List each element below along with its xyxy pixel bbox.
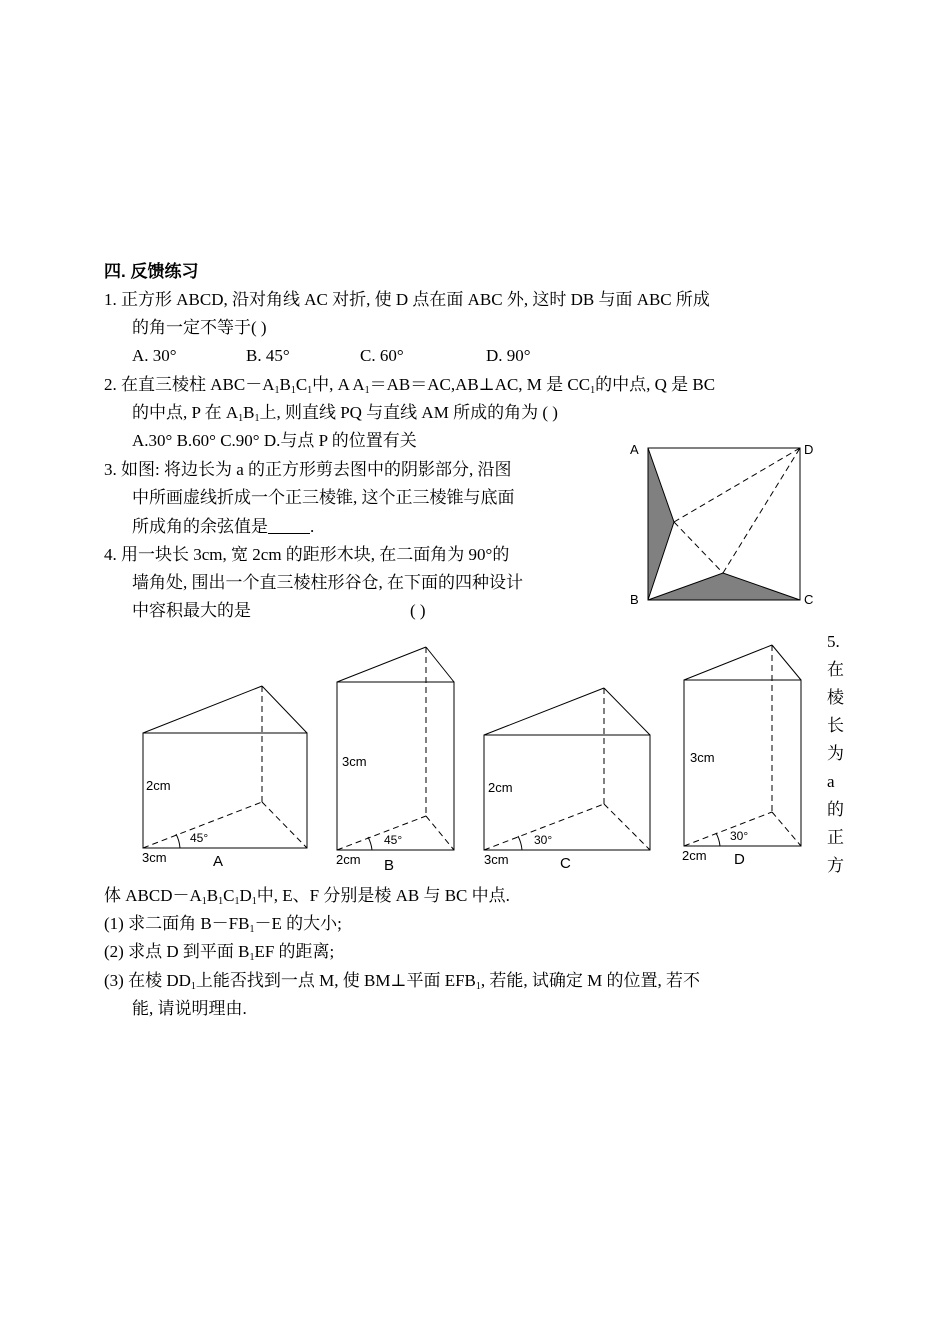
vertex-label-c: C (804, 592, 814, 607)
q5-vertical-4: 为 (827, 744, 844, 763)
figure-b-letter: B (384, 857, 395, 874)
figure-c-height: 2cm (488, 780, 513, 795)
q5-part3-line2: 能, 请说明理由. (132, 999, 247, 1018)
figure-a-base: 3cm (142, 850, 167, 865)
q5-vertical-6: 的 (827, 800, 844, 819)
q1-option-a: A. 30° (132, 346, 177, 365)
figure-d-height: 3cm (690, 750, 715, 765)
q4-line3: 中容积最大的是 (132, 601, 251, 620)
prism-figure-b (336, 647, 454, 874)
q2-line2: 的中点, P 在 $A_1B_1$上, 则直线 PQ 与直线 AM 所成的角为 ( ) (132, 403, 558, 424)
q1-option-d: D. 90° (486, 346, 531, 365)
q3-line2: 中所画虚线折成一个正三棱锥, 这个正三棱锥与底面 (132, 488, 515, 507)
figure-b-base: 2cm (336, 852, 361, 867)
shaded-region-left (648, 448, 674, 600)
q4-line1: 4. 用一块长 3cm, 宽 2cm 的距形木块, 在二面角为 90°的 (104, 545, 510, 564)
q5-vertical-0: 5. (827, 632, 840, 651)
figure-a-height: 2cm (146, 778, 171, 793)
q1-line1: 1. 正方形 ABCD, 沿对角线 AC 对折, 使 D 点在面 ABC 外, 这时 DB 与面 ABC 所成 (104, 290, 710, 309)
figure-a-angle: 45° (190, 831, 209, 845)
q4-answer-paren: ( ) (410, 601, 426, 620)
q5-line1: 体 $ABCD-A_1B_1C_1D_1$中, E、F 分别是棱 AB 与 BC 中点. (104, 886, 510, 907)
q5-vertical-3: 长 (827, 716, 844, 735)
square-fold-figure (626, 436, 826, 611)
figure-b-angle: 45° (384, 833, 403, 847)
prism-figure-d (682, 645, 801, 868)
figure-d-angle: 30° (730, 829, 749, 843)
section-title: 四. 反馈练习 (104, 262, 199, 281)
prism-figure-c (484, 688, 650, 872)
vertex-label-a: A (630, 442, 639, 457)
q5-vertical-2: 棱 (827, 688, 844, 707)
q4-line2: 墙角处, 围出一个直三棱柱形谷仓, 在下面的四种设计 (132, 573, 523, 592)
q5-part2: (2) 求点 D 到平面 $B_1EF$ 的距离; (104, 942, 335, 963)
q3-line1: 3. 如图: 将边长为 a 的正方形剪去图中的阴影部分, 沿图 (104, 460, 512, 479)
figure-c-angle: 30° (534, 833, 553, 847)
vertex-label-d: D (804, 442, 814, 457)
figure-d-base: 2cm (682, 848, 707, 863)
q5-part1: (1) 求二面角 $B-FB_1-E$ 的大小; (104, 914, 342, 935)
figure-c-letter: C (560, 855, 571, 872)
prism-figure-a (142, 686, 307, 870)
shaded-region-bottom (648, 573, 800, 600)
q5-vertical-8: 方 (827, 856, 844, 875)
q5-vertical-1: 在 (827, 660, 844, 679)
q5-part3: (3) 在棱 $DD_1$上能否找到一点 M, 使 BM⊥平面 $EFB_1$, 若能, 试确定 M 的位置, 若不 (104, 971, 701, 992)
answer-blank (268, 516, 310, 534)
prism-figures (130, 640, 820, 880)
q5-vertical-7: 正 (827, 828, 844, 847)
vertex-label-b: B (630, 592, 639, 607)
q1-option-b: B. 45° (246, 346, 290, 365)
figure-d-letter: D (734, 851, 745, 868)
q3-line3: 所成角的余弦值是 . (132, 517, 315, 536)
q5-vertical-5: a (827, 772, 835, 791)
figure-a-letter: A (213, 853, 224, 870)
figure-c-base: 3cm (484, 852, 509, 867)
figure-b-height: 3cm (342, 754, 367, 769)
q2-options: A.30° B.60° C.90° D.与点 P 的位置有关 (132, 431, 417, 450)
q1-option-c: C. 60° (360, 346, 404, 365)
q2-line1: 2. 在直三棱柱 $ABC-A_1B_1C_1$中, A $A_1=AB=AC,AB\perp AC$, M 是 $CC_1$的中点, Q 是 BC (104, 375, 716, 396)
q1-line2: 的角一定不等于( ) (132, 318, 267, 337)
